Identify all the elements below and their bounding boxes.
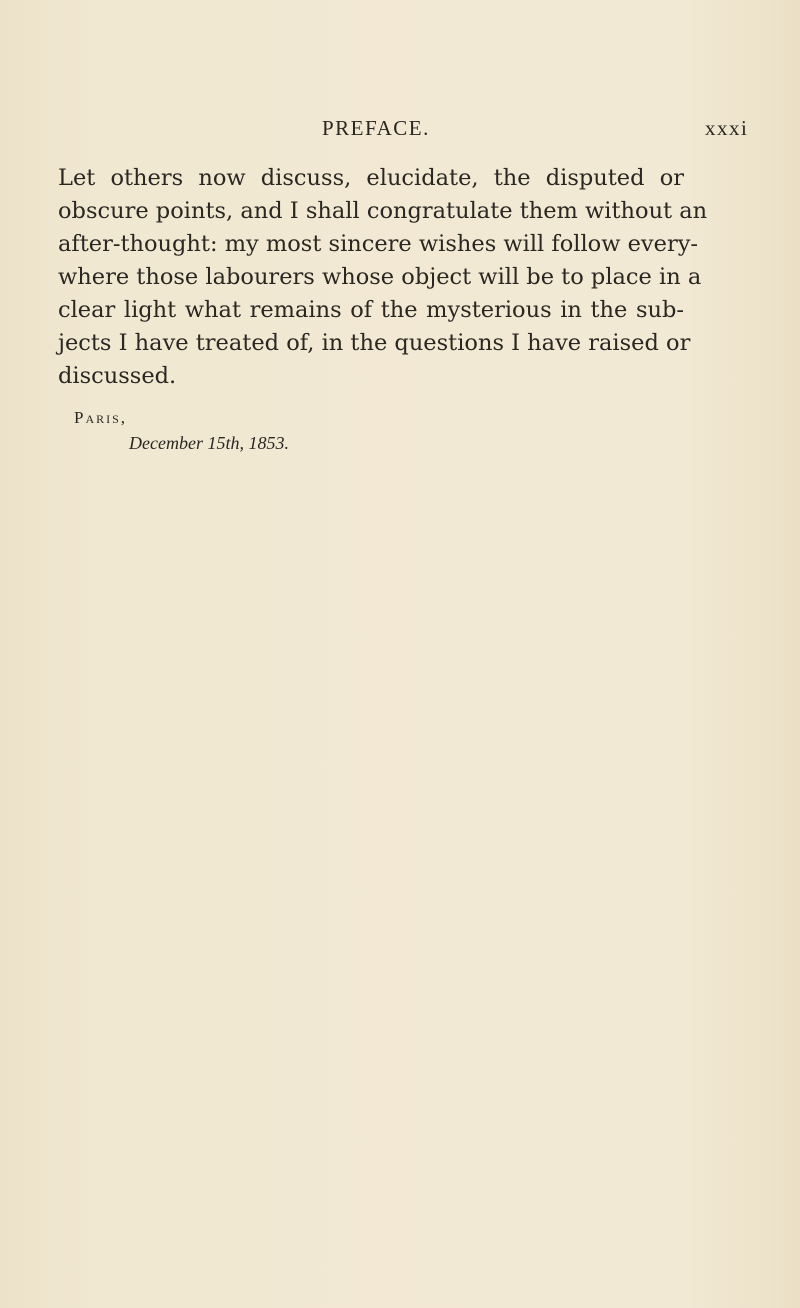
paragraph-line-last: discussed.: [58, 363, 177, 389]
running-title: PREFACE.: [322, 116, 430, 140]
preface-paragraph: [58, 162, 708, 393]
page-number: xxxi: [705, 116, 749, 140]
running-head: [0, 116, 800, 142]
paragraph-line: Let others now discuss, elucidate, the disputed or: [58, 165, 684, 191]
paragraph-line: jects I have treated of, in the questions I have raised or: [58, 330, 691, 356]
paragraph-line: obscure points, and I shall congratulate them without an: [58, 198, 708, 224]
paragraph-line: after-thought: my most sincere wishes will follow every-: [58, 231, 699, 257]
signature-place: Paris,: [74, 408, 128, 427]
paragraph-line: clear light what remains of the mysterious in the sub-: [58, 297, 684, 323]
paragraph-line: where those labourers whose object will be to place in a: [58, 264, 702, 290]
signature-date: December 15th, 1853.: [129, 433, 289, 453]
